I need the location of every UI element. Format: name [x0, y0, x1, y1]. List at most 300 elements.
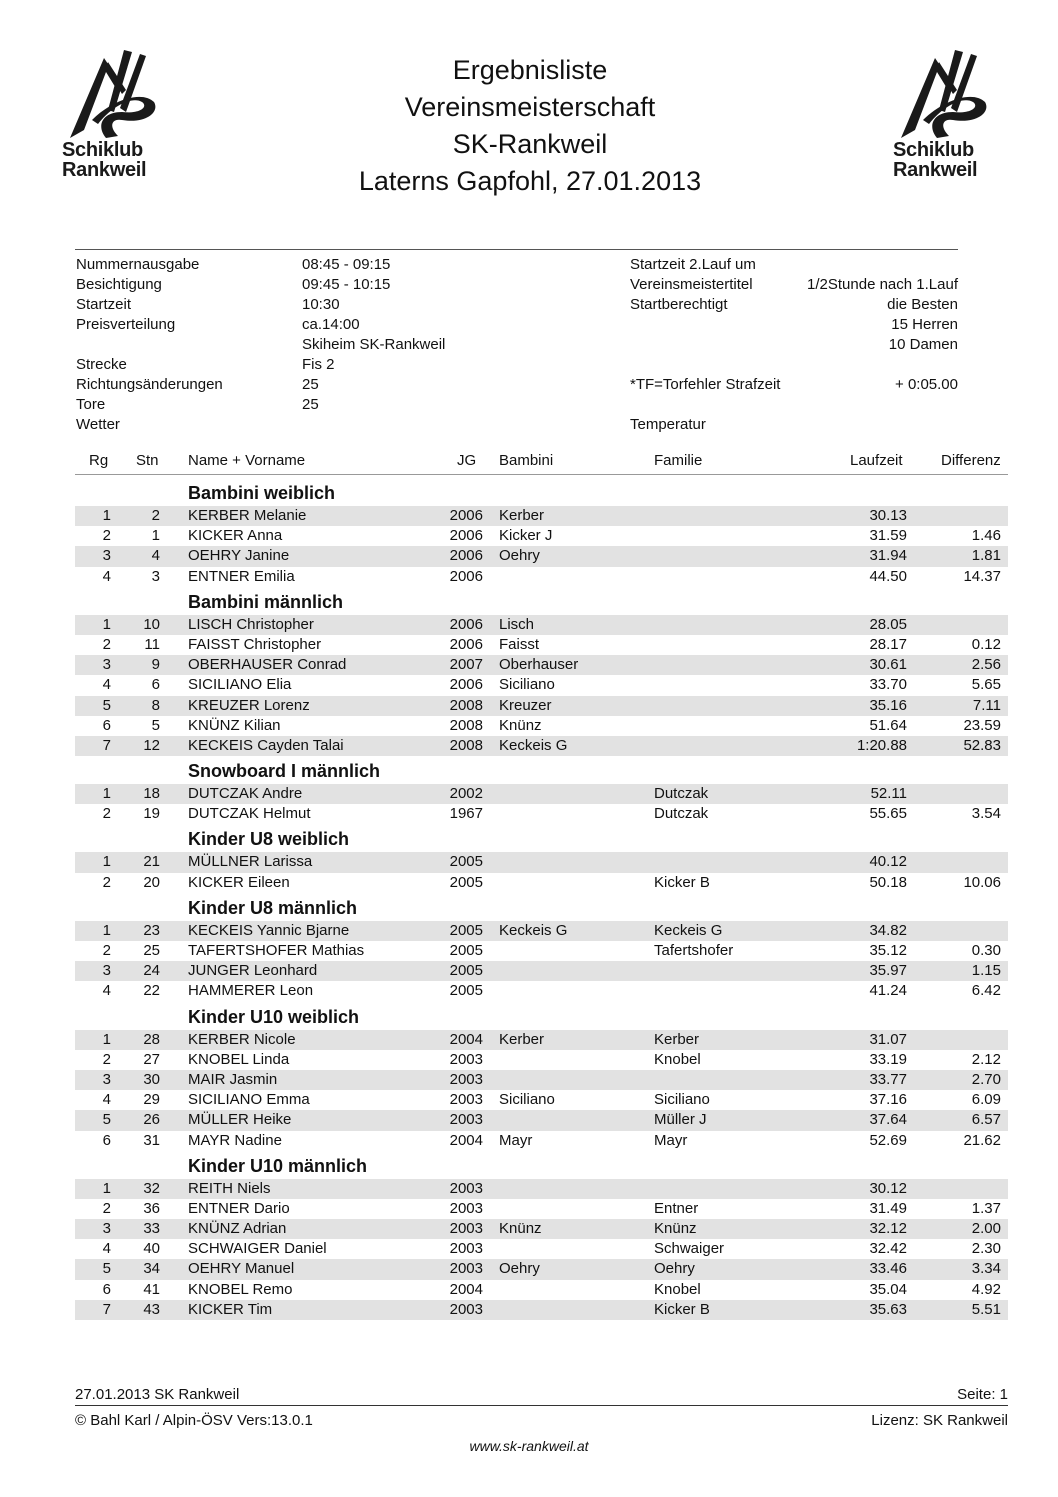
cell-laufzeit: 35.12 [869, 942, 907, 959]
cell-laufzeit: 33.70 [869, 676, 907, 694]
cell-rg: 2 [102, 873, 111, 891]
info-value: Skiheim SK-Rankweil [302, 336, 446, 353]
cell-jg: 2003 [449, 1091, 483, 1109]
cell-stn: 5 [151, 716, 160, 734]
cell-stn: 20 [143, 873, 160, 891]
info-label: Vereinsmeistertitel [630, 276, 753, 293]
logo-text-line2: Rankweil [62, 159, 147, 181]
cell-rg: 6 [102, 1280, 111, 1298]
cell-differenz: 3.34 [971, 1260, 1001, 1278]
cell-stn: 19 [143, 805, 160, 823]
cell-rg: 2 [102, 635, 111, 653]
cell-name: JUNGER Leonhard [188, 962, 318, 980]
table-row [75, 804, 1008, 824]
cell-laufzeit: 52.69 [869, 1131, 907, 1149]
header-divider [75, 474, 1008, 475]
cell-jg: 2008 [449, 696, 483, 714]
cell-familie: Mayr [654, 1131, 688, 1149]
cell-name: ENTNER Emilia [188, 567, 295, 585]
cell-name: DUTCZAK Andre [188, 785, 303, 803]
cell-name: KREUZER Lorenz [188, 696, 310, 714]
cell-name: KICKER Eileen [188, 873, 290, 891]
table-row [75, 736, 1008, 756]
cell-name: KNOBEL Remo [188, 1280, 293, 1298]
cell-stn: 6 [151, 676, 160, 694]
table-row [75, 655, 1008, 675]
cell-stn: 28 [143, 1030, 160, 1048]
cell-jg: 2003 [449, 1240, 483, 1258]
cell-name: MAYR Nadine [188, 1131, 282, 1149]
cell-jg: 2007 [449, 656, 483, 674]
cell-differenz: 52.83 [963, 736, 1001, 754]
cell-jg: 2003 [449, 1300, 483, 1318]
cell-name: MAIR Jasmin [188, 1070, 278, 1088]
cell-differenz: 23.59 [963, 716, 1001, 734]
col-jg: JG [457, 452, 477, 469]
cell-name: KERBER Nicole [188, 1030, 296, 1048]
info-value: 10 Damen [888, 336, 958, 353]
cell-name: DUTCZAK Helmut [188, 805, 311, 823]
cell-rg: 1 [102, 615, 111, 633]
cell-name: LISCH Christopher [188, 615, 314, 633]
cell-rg: 6 [102, 716, 111, 734]
cell-familie: Keckeis G [654, 921, 723, 939]
cell-stn: 12 [143, 736, 160, 754]
info-label: Wetter [76, 416, 120, 433]
cell-rg: 7 [102, 1300, 111, 1318]
cell-laufzeit: 50.18 [869, 873, 907, 891]
info-label: Nummernausgabe [76, 256, 200, 273]
table-row [75, 506, 1008, 526]
col-differenz: Differenz [941, 452, 1001, 469]
cell-familie: Kicker B [654, 873, 710, 891]
info-value: 25 [302, 376, 319, 393]
cell-name: KICKER Anna [188, 527, 283, 545]
cell-differenz: 2.70 [971, 1070, 1001, 1088]
cell-differenz: 10.06 [963, 873, 1001, 891]
cell-stn: 27 [143, 1050, 160, 1068]
cell-laufzeit: 30.61 [869, 656, 907, 674]
cell-rg: 1 [102, 507, 111, 524]
cell-rg: 1 [102, 785, 111, 803]
cell-name: KICKER Tim [188, 1300, 273, 1318]
cell-jg: 1967 [449, 805, 483, 823]
cell-rg: 2 [102, 1199, 111, 1217]
cell-stn: 24 [143, 962, 160, 980]
cell-familie: Siciliano [654, 1091, 710, 1109]
cell-name: TAFERTSHOFER Mathias [188, 942, 365, 959]
cell-stn: 18 [143, 785, 160, 803]
table-row [75, 1280, 1008, 1300]
cell-jg: 2006 [449, 527, 483, 545]
cell-name: MÜLLNER Larissa [188, 853, 313, 871]
table-row [75, 716, 1008, 736]
cell-laufzeit: 55.65 [869, 805, 907, 823]
race-info [0, 0, 1058, 440]
cell-rg: 4 [102, 1240, 111, 1258]
cell-rg: 4 [102, 676, 111, 694]
cell-stn: 21 [143, 853, 160, 871]
cell-bambini: Oehry [499, 547, 540, 565]
cell-laufzeit: 28.05 [869, 615, 907, 633]
table-row [75, 615, 1008, 635]
cell-laufzeit: 30.13 [869, 507, 907, 524]
table-row [75, 961, 1008, 981]
col-name: Name + Vorname [188, 452, 306, 469]
group-title: Kinder U10 männlich [188, 1155, 368, 1176]
cell-name: KNÜNZ Kilian [188, 716, 281, 734]
cell-name: MÜLLER Heike [188, 1111, 292, 1129]
cell-differenz: 6.09 [971, 1091, 1001, 1109]
cell-name: REITH Niels [188, 1179, 271, 1197]
cell-differenz: 1.15 [971, 962, 1001, 980]
col-laufzeit: Laufzeit [850, 452, 903, 469]
cell-stn: 23 [143, 921, 160, 939]
info-value: 25 [302, 396, 319, 413]
cell-name: KECKEIS Yannic Bjarne [188, 921, 350, 939]
table-row [75, 526, 1008, 546]
cell-rg: 2 [102, 527, 111, 545]
cell-laufzeit: 33.77 [869, 1070, 907, 1088]
footer-page: Seite: 1 [957, 1386, 1008, 1403]
cell-stn: 11 [144, 635, 160, 653]
cell-laufzeit: 35.16 [869, 696, 907, 714]
cell-familie: Entner [654, 1199, 699, 1217]
cell-laufzeit: 37.16 [869, 1091, 907, 1109]
cell-stn: 30 [143, 1070, 160, 1088]
cell-jg: 2003 [449, 1199, 483, 1217]
col-familie: Familie [654, 452, 703, 469]
cell-familie: Müller J [654, 1111, 707, 1129]
cell-laufzeit: 37.64 [869, 1111, 907, 1129]
info-value: 08:45 - 09:15 [302, 256, 391, 273]
cell-stn: 3 [151, 567, 160, 585]
table-row [75, 1259, 1008, 1279]
cell-stn: 33 [143, 1220, 160, 1238]
cell-stn: 22 [143, 982, 160, 1000]
info-value: 09:45 - 10:15 [302, 276, 391, 293]
cell-jg: 2006 [449, 635, 483, 653]
cell-rg: 3 [102, 1220, 111, 1238]
cell-rg: 4 [102, 982, 111, 1000]
cell-rg: 5 [102, 1111, 111, 1129]
cell-differenz: 5.51 [971, 1300, 1001, 1318]
cell-jg: 2006 [449, 676, 483, 694]
info-label: Startberechtigt [630, 296, 728, 313]
cell-familie: Knobel [654, 1280, 701, 1298]
cell-jg: 2003 [449, 1220, 483, 1238]
cell-bambini: Oberhauser [499, 656, 579, 674]
group-title: Kinder U8 weiblich [188, 829, 350, 850]
cell-laufzeit: 31.59 [869, 527, 907, 545]
cell-familie: Schwaiger [654, 1240, 725, 1258]
table-row [75, 1179, 1008, 1199]
cell-jg: 2004 [449, 1131, 483, 1149]
table-row [75, 546, 1008, 566]
footer-divider [75, 1405, 1008, 1406]
cell-laufzeit: 32.12 [869, 1220, 907, 1238]
group-title: Bambini männlich [188, 591, 344, 612]
cell-stn: 26 [143, 1111, 160, 1129]
cell-differenz: 2.12 [971, 1050, 1001, 1068]
footer-date-club: 27.01.2013 SK Rankweil [75, 1386, 240, 1403]
cell-jg: 2005 [449, 982, 483, 1000]
cell-jg: 2006 [449, 547, 483, 565]
info-value: 15 Herren [891, 316, 958, 333]
cell-jg: 2003 [449, 1260, 483, 1278]
table-row [75, 1090, 1008, 1110]
cell-stn: 2 [151, 507, 160, 524]
logo-text-line1: Schiklub [62, 139, 143, 161]
cell-bambini: Oehry [499, 1260, 540, 1278]
cell-bambini: Keckeis G [499, 736, 568, 754]
cell-bambini: Faisst [499, 635, 540, 653]
cell-differenz: 6.42 [971, 982, 1001, 1000]
cell-stn: 32 [143, 1179, 160, 1197]
cell-bambini: Knünz [499, 1220, 542, 1238]
cell-name: KNÜNZ Adrian [188, 1220, 287, 1238]
table-row [75, 941, 1008, 961]
table-row [75, 1199, 1008, 1219]
cell-familie: Tafertshofer [654, 942, 734, 959]
cell-familie: Knünz [654, 1220, 697, 1238]
group-title: Bambini weiblich [188, 483, 336, 503]
cell-rg: 3 [102, 1070, 111, 1088]
cell-stn: 36 [143, 1199, 160, 1217]
cell-laufzeit: 44.50 [869, 567, 907, 585]
cell-differenz: 1.46 [971, 527, 1001, 545]
cell-stn: 10 [143, 615, 160, 633]
cell-rg: 7 [102, 736, 111, 754]
title-line: Laterns Gapfohl, 27.01.2013 [358, 166, 702, 196]
cell-name: OBERHAUSER Conrad [188, 656, 347, 674]
col-rg: Rg [89, 452, 109, 469]
cell-bambini: Knünz [499, 716, 542, 734]
cell-bambini: Kicker J [499, 527, 553, 545]
cell-jg: 2004 [449, 1280, 483, 1298]
cell-laufzeit: 33.19 [869, 1050, 907, 1068]
cell-name: HAMMERER Leon [188, 982, 314, 1000]
cell-stn: 43 [143, 1300, 160, 1318]
cell-rg: 5 [102, 696, 111, 714]
table-row [75, 981, 1008, 1001]
table-row [75, 696, 1008, 716]
table-row [75, 675, 1008, 695]
cell-laufzeit: 51.64 [869, 716, 907, 734]
cell-name: KNOBEL Linda [188, 1050, 290, 1068]
cell-jg: 2005 [449, 873, 483, 891]
cell-laufzeit: 32.42 [869, 1240, 907, 1258]
table-row [75, 567, 1008, 587]
cell-name: SCHWAIGER Daniel [188, 1240, 327, 1258]
cell-stn: 25 [143, 942, 160, 959]
cell-bambini: Kerber [499, 1030, 545, 1048]
cell-jg: 2004 [449, 1030, 483, 1048]
cell-rg: 1 [102, 853, 111, 871]
table-row [75, 1050, 1008, 1070]
cell-jg: 2006 [449, 615, 483, 633]
col-stn: Stn [136, 452, 159, 469]
table-row [75, 784, 1008, 804]
cell-rg: 1 [102, 921, 111, 939]
cell-laufzeit: 40.12 [869, 853, 907, 871]
info-label: Startzeit 2.Lauf um [630, 256, 756, 273]
table-row [75, 1110, 1008, 1130]
cell-bambini: Siciliano [499, 676, 555, 694]
cell-differenz: 14.37 [963, 567, 1001, 585]
info-label: Preisverteilung [76, 316, 176, 333]
cell-differenz: 21.62 [963, 1131, 1001, 1149]
info-value: die Besten [887, 296, 958, 313]
cell-jg: 2003 [449, 1111, 483, 1129]
group-title: Snowboard I männlich [188, 761, 381, 782]
table-row [75, 635, 1008, 655]
cell-stn: 9 [151, 656, 160, 674]
cell-rg: 3 [102, 547, 111, 565]
cell-laufzeit: 34.82 [869, 921, 907, 939]
cell-stn: 34 [143, 1260, 160, 1278]
cell-rg: 6 [102, 1131, 111, 1149]
cell-bambini: Mayr [499, 1131, 533, 1149]
cell-rg: 2 [102, 942, 111, 959]
cell-jg: 2008 [449, 736, 483, 754]
cell-name: SICILIANO Elia [188, 676, 292, 694]
cell-bambini: Keckeis G [499, 921, 568, 939]
info-value: 1/2Stunde nach 1.Lauf [807, 276, 958, 293]
info-value: ca.14:00 [302, 316, 360, 333]
cell-differenz: 6.57 [971, 1111, 1001, 1129]
cell-rg: 4 [102, 567, 111, 585]
cell-laufzeit: 33.46 [869, 1260, 907, 1278]
table-row [75, 1300, 1008, 1320]
cell-name: FAISST Christopher [188, 635, 322, 653]
cell-rg: 1 [102, 1030, 111, 1048]
cell-rg: 4 [102, 1091, 111, 1109]
cell-laufzeit: 31.49 [869, 1199, 907, 1217]
cell-laufzeit: 35.63 [869, 1300, 907, 1318]
cell-jg: 2005 [449, 921, 483, 939]
table-row [75, 852, 1008, 872]
cell-bambini: Kreuzer [499, 696, 552, 714]
cell-rg: 2 [102, 805, 111, 823]
cell-differenz: 4.92 [971, 1280, 1001, 1298]
cell-differenz: 3.54 [971, 805, 1001, 823]
info-value: + 0:05.00 [895, 376, 958, 393]
cell-stn: 31 [143, 1131, 160, 1149]
logo-text-line1: Schiklub [893, 139, 974, 161]
footer-license: Lizenz: SK Rankweil [871, 1412, 1008, 1429]
table-row [75, 1219, 1008, 1239]
cell-differenz: 1.37 [971, 1199, 1001, 1217]
cell-differenz: 2.56 [971, 656, 1001, 674]
group-title: Kinder U8 männlich [188, 897, 358, 918]
cell-laufzeit: 28.17 [869, 635, 907, 653]
table-row [75, 1070, 1008, 1090]
cell-jg: 2003 [449, 1070, 483, 1088]
cell-stn: 41 [143, 1280, 160, 1298]
cell-stn: 1 [151, 527, 160, 545]
cell-jg: 2003 [449, 1050, 483, 1068]
logo-text-line2: Rankweil [893, 159, 978, 181]
cell-jg: 2005 [449, 853, 483, 871]
title-line: Ergebnisliste [452, 55, 608, 85]
cell-name: SICILIANO Emma [188, 1091, 310, 1109]
cell-name: KECKEIS Cayden Talai [188, 736, 344, 754]
table-row [75, 1239, 1008, 1259]
cell-stn: 8 [151, 696, 160, 714]
cell-stn: 29 [143, 1091, 160, 1109]
cell-familie: Kerber [654, 1030, 700, 1048]
cell-stn: 40 [143, 1240, 160, 1258]
cell-bambini: Siciliano [499, 1091, 555, 1109]
cell-rg: 1 [102, 1179, 111, 1197]
info-label: Startzeit [76, 296, 132, 313]
info-label: Strecke [76, 356, 127, 373]
group-title: Kinder U10 weiblich [188, 1006, 360, 1027]
title-line: SK-Rankweil [452, 129, 608, 159]
cell-differenz: 0.30 [971, 942, 1001, 959]
cell-bambini: Lisch [499, 615, 535, 633]
cell-differenz: 7.11 [972, 696, 1001, 714]
cell-laufzeit: 41.24 [869, 982, 907, 1000]
cell-name: OEHRY Janine [188, 547, 290, 565]
cell-differenz: 0.12 [971, 635, 1001, 653]
info-label: Besichtigung [76, 276, 162, 293]
cell-laufzeit: 35.97 [869, 962, 907, 980]
cell-differenz: 2.00 [971, 1220, 1001, 1238]
cell-name: OEHRY Manuel [188, 1260, 295, 1278]
cell-familie: Dutczak [654, 805, 709, 823]
info-label: Richtungsänderungen [76, 376, 223, 393]
cell-name: ENTNER Dario [188, 1199, 290, 1217]
cell-laufzeit: 31.94 [869, 547, 907, 565]
cell-rg: 3 [102, 962, 111, 980]
info-value: 10:30 [302, 296, 340, 313]
cell-jg: 2005 [449, 962, 483, 980]
cell-differenz: 5.65 [971, 676, 1001, 694]
table-row [75, 921, 1008, 941]
info-label: Tore [76, 396, 106, 413]
cell-bambini: Kerber [499, 507, 545, 524]
cell-differenz: 2.30 [971, 1240, 1001, 1258]
table-row [75, 873, 1008, 893]
col-bambini: Bambini [499, 452, 554, 469]
cell-laufzeit: 31.07 [869, 1030, 907, 1048]
cell-jg: 2006 [449, 567, 483, 585]
cell-jg: 2003 [449, 1179, 483, 1197]
info-value: Fis 2 [302, 356, 335, 373]
table-row [75, 1131, 1008, 1151]
cell-familie: Knobel [654, 1050, 701, 1068]
cell-stn: 4 [151, 547, 160, 565]
cell-rg: 5 [102, 1260, 111, 1278]
cell-jg: 2006 [449, 507, 483, 524]
footer-website-link[interactable]: www.sk-rankweil.at [469, 1438, 589, 1454]
cell-laufzeit: 1:20.88 [856, 736, 907, 754]
cell-laufzeit: 52.11 [870, 785, 907, 803]
cell-rg: 2 [102, 1050, 111, 1068]
title-line: Vereinsmeisterschaft [404, 92, 656, 122]
results-table [75, 478, 1008, 1320]
cell-rg: 3 [102, 656, 111, 674]
cell-jg: 2002 [449, 785, 483, 803]
cell-jg: 2008 [449, 716, 483, 734]
cell-familie: Kicker B [654, 1300, 710, 1318]
cell-differenz: 1.81 [971, 547, 1001, 565]
footer-copyright: © Bahl Karl / Alpin-ÖSV Vers:13.0.1 [75, 1412, 313, 1429]
info-label: Temperatur [630, 416, 706, 433]
cell-laufzeit: 35.04 [869, 1280, 907, 1298]
